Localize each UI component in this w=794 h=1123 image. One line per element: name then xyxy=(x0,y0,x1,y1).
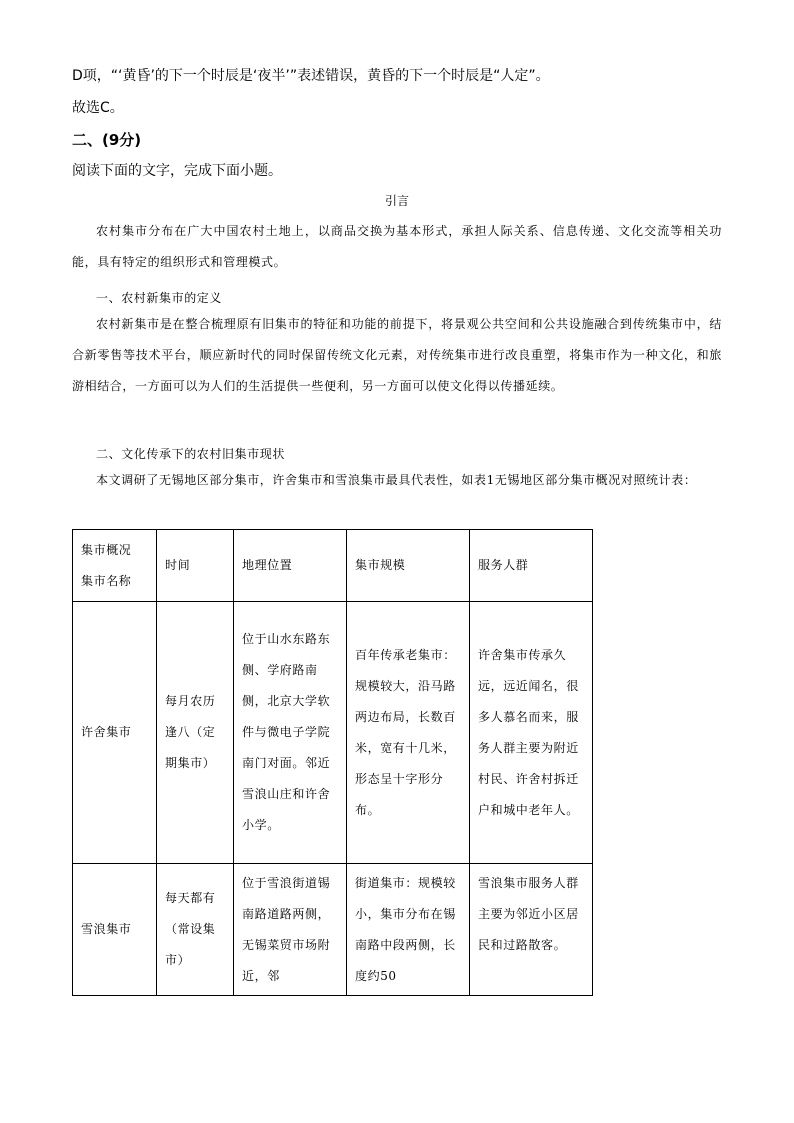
header-scale: 集市规模 xyxy=(347,530,470,602)
market-comparison-table xyxy=(72,529,593,996)
section-1-body: 农村新集市是在整合梳理原有旧集市的特征和功能的前提下，将景观公共空间和公共设施融合到传统集市中，结合新零售等技术平台，顺应新时代的同时保留传统文化元素，对传统集市进行改良重塑，将集市作为一种文化，和旅游相结合，一方面可以为人们的生活提供一些便利，另一方面可以使文化得以传播延续。 xyxy=(72,317,722,393)
section-1-title: 一、农村新集市的定义 xyxy=(96,291,223,305)
header-time: 时间 xyxy=(157,530,234,602)
header-corner-line-1: 集市概况 xyxy=(81,542,132,557)
market-people: 许舍集市传承久远，远近闻名，很多人慕名而来，服务人群主要为附近村民、许舍村拆迁户和城中老年人。 xyxy=(470,602,593,864)
table-row xyxy=(73,864,593,996)
section-2-body: 本文调研了无锡地区部分集市，许舍集市和雪浪集市最具代表性，如表1无锡地区部分集市概况对照统计表： xyxy=(96,473,697,487)
market-name: 许舍集市 xyxy=(73,602,157,864)
section-heading: 二、(9分) xyxy=(72,131,142,149)
header-corner-cell xyxy=(73,530,157,602)
market-name: 雪浪集市 xyxy=(73,864,157,996)
market-location: 位于山水东路东侧、学府路南侧，北京大学软件与微电子学院南门对面。邻近雪浪山庄和许舍小学。 xyxy=(234,602,347,864)
header-location: 地理位置 xyxy=(234,530,347,602)
market-time: 每月农历逢八（定期集市） xyxy=(157,602,234,864)
market-scale: 百年传承老集市：规模较大，沿马路两边布局，长数百米，宽有十几米，形态呈十字形分布。 xyxy=(347,602,470,864)
answer-line-1: D项，“‘黄昏’的下一个时辰是‘夜半’”表述错误，黄昏的下一个时辰是“人定”。 xyxy=(72,68,550,84)
section-2-title: 二、文化传承下的农村旧集市现状 xyxy=(96,447,286,461)
header-corner-line-2: 集市名称 xyxy=(81,573,132,588)
table-header-row xyxy=(73,530,593,602)
article-title: 引言 xyxy=(384,194,409,208)
market-people: 雪浪集市服务人群主要为邻近小区居民和过路散客。 xyxy=(470,864,593,996)
instruction-text: 阅读下面的文字，完成下面小题。 xyxy=(72,163,282,179)
answer-line-2: 故选C。 xyxy=(72,100,124,116)
header-people: 服务人群 xyxy=(470,530,593,602)
market-scale: 街道集市：规模较小，集市分布在锡南路中段两侧，长度约50 xyxy=(347,864,470,996)
market-time: 每天都有（常设集市） xyxy=(157,864,234,996)
article-intro: 农村集市分布在广大中国农村土地上，以商品交换为基本形式，承担人际关系、信息传递、文化交流等相关功能，具有特定的组织形式和管理模式。 xyxy=(72,224,722,269)
table-row xyxy=(73,602,593,864)
market-location: 位于雪浪街道锡南路道路两侧，无锡菜贸市场附近，邻 xyxy=(234,864,347,996)
